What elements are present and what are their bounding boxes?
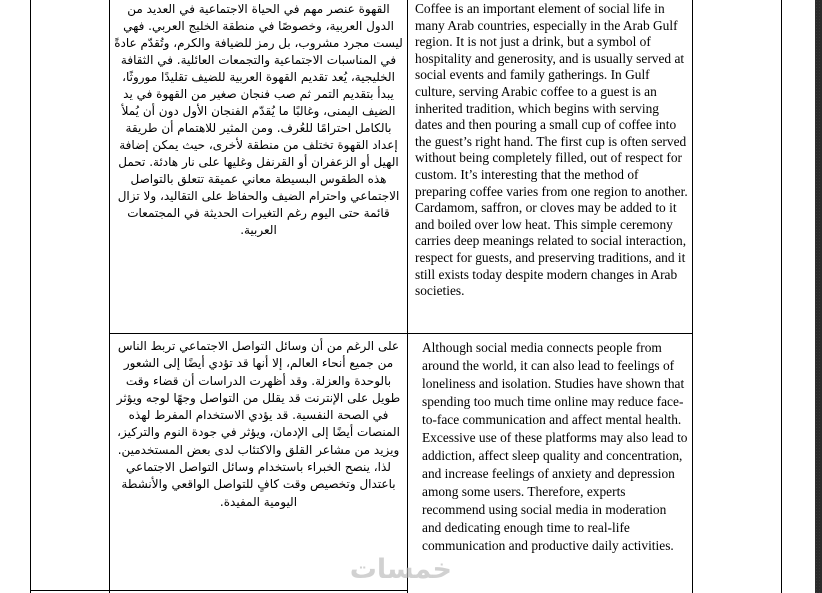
arabic-column <box>110 0 408 593</box>
english-column <box>408 0 693 593</box>
scrollbar[interactable] <box>815 0 822 593</box>
table-right-spacer-column <box>693 0 782 593</box>
arabic-paragraph-social-media: على الرغم من أن وسائل التواصل الاجتماعي تربط الناس من جميع أنحاء العالم، إلا أنها قد تؤدي أيضًا إلى الشعور بالوحدة والعزلة. وقد أظهرت الدراسات أن قضاء وقت طويل على الإنترنت قد يقلل من التواصل وجهًا لوجه ويؤثر في الصحة النفسية. قد يؤدي الاستخدام المفرط لهذه المنصات أيضًا إلى الإدمان، ويؤثر في جودة النوم والتركيز، ويزيد من مشاعر القلق والاكتئاب لدى بعض المستخدمين. لذا، ينصح الخبراء باستخدام وسائل التواصل الاجتماعي باعتدال وتخصيص وقت كافٍ للتواصل الواقعي والأنشطة اليومية المفيدة. <box>116 339 401 509</box>
table-spacer-column <box>31 0 110 593</box>
table-bottom-border <box>31 590 408 591</box>
khamsat-watermark: خمسات <box>349 554 452 585</box>
english-paragraph-social-media: Although social media connects people from around the world, it can also lead to feelings of loneliness and isolation. Studies have shown that spending too much time online may reduce face-to-face communication and affect mental health. Excessive use of these platforms may also lead to addiction, affect sleep quality and concentration, and increase feelings of anxiety and depression among some users. Therefore, experts recommend using social media in moderation and dedicating enough time to real-life communication and productive daily activities. <box>422 340 688 553</box>
english-paragraph-coffee: Coffee is an important element of social life in many Arab countries, especially in the Arab Gulf region. It is not just a drink, but a symbol of hospitality and generosity, and is usually served at social events and family gatherings. In Gulf culture, serving Arabic coffee to a guest is an inherited tradition, which begins with serving dates and then pouring a small cup of coffee into the guest’s right hand. The first cup is often served without being completely filled, out of respect for custom. It’s interesting that the method of preparing coffee varies from one region to another. Cardamom, saffron, or cloves may be added to it and boiled over low heat. This simple ceremony carries deep meanings related to social interaction, respect for guests, and preserving traditions, and it still exists today despite modern changes in Arab societies. <box>408 0 692 334</box>
table-left-margin-column <box>0 0 31 593</box>
arabic-paragraph-coffee: القهوة عنصر مهم في الحياة الاجتماعية في العديد من الدول العربية، وخصوصًا في منطقة الخليج العربي. فهي ليست مجرد مشروب، بل رمز للضيافة والكرم، وتُقدّم عادةً في المناسبات الاجتماعية والتجمعات العائلية. في الثقافة الخليجية، يُعد تقديم القهوة العربية للضيف تقليدًا موروثًا، يبدأ بتقديم التمر ثم صب فنجان صغير من القهوة في يد الضيف اليمنى، وغالبًا ما يُقدّم الفنجان الأول دون أن يُملأ بالكامل احترامًا للعُرف. ومن المثير للاهتمام أن طريقة إعداد القهوة تختلف من منطقة لأخرى، حيث يمكن إضافة الهيل أو الزعفران أو القرنفل وغليها على نار هادئة. تحمل هذه الطقوس البسيطة معاني عميقة تتعلق بالتواصل الاجتماعي واحترام الضيف والحفاظ على التقاليد، ولا تزال قائمة حتى اليوم رغم التغيرات الحديثة في المجتمعات العربية. <box>110 0 407 334</box>
